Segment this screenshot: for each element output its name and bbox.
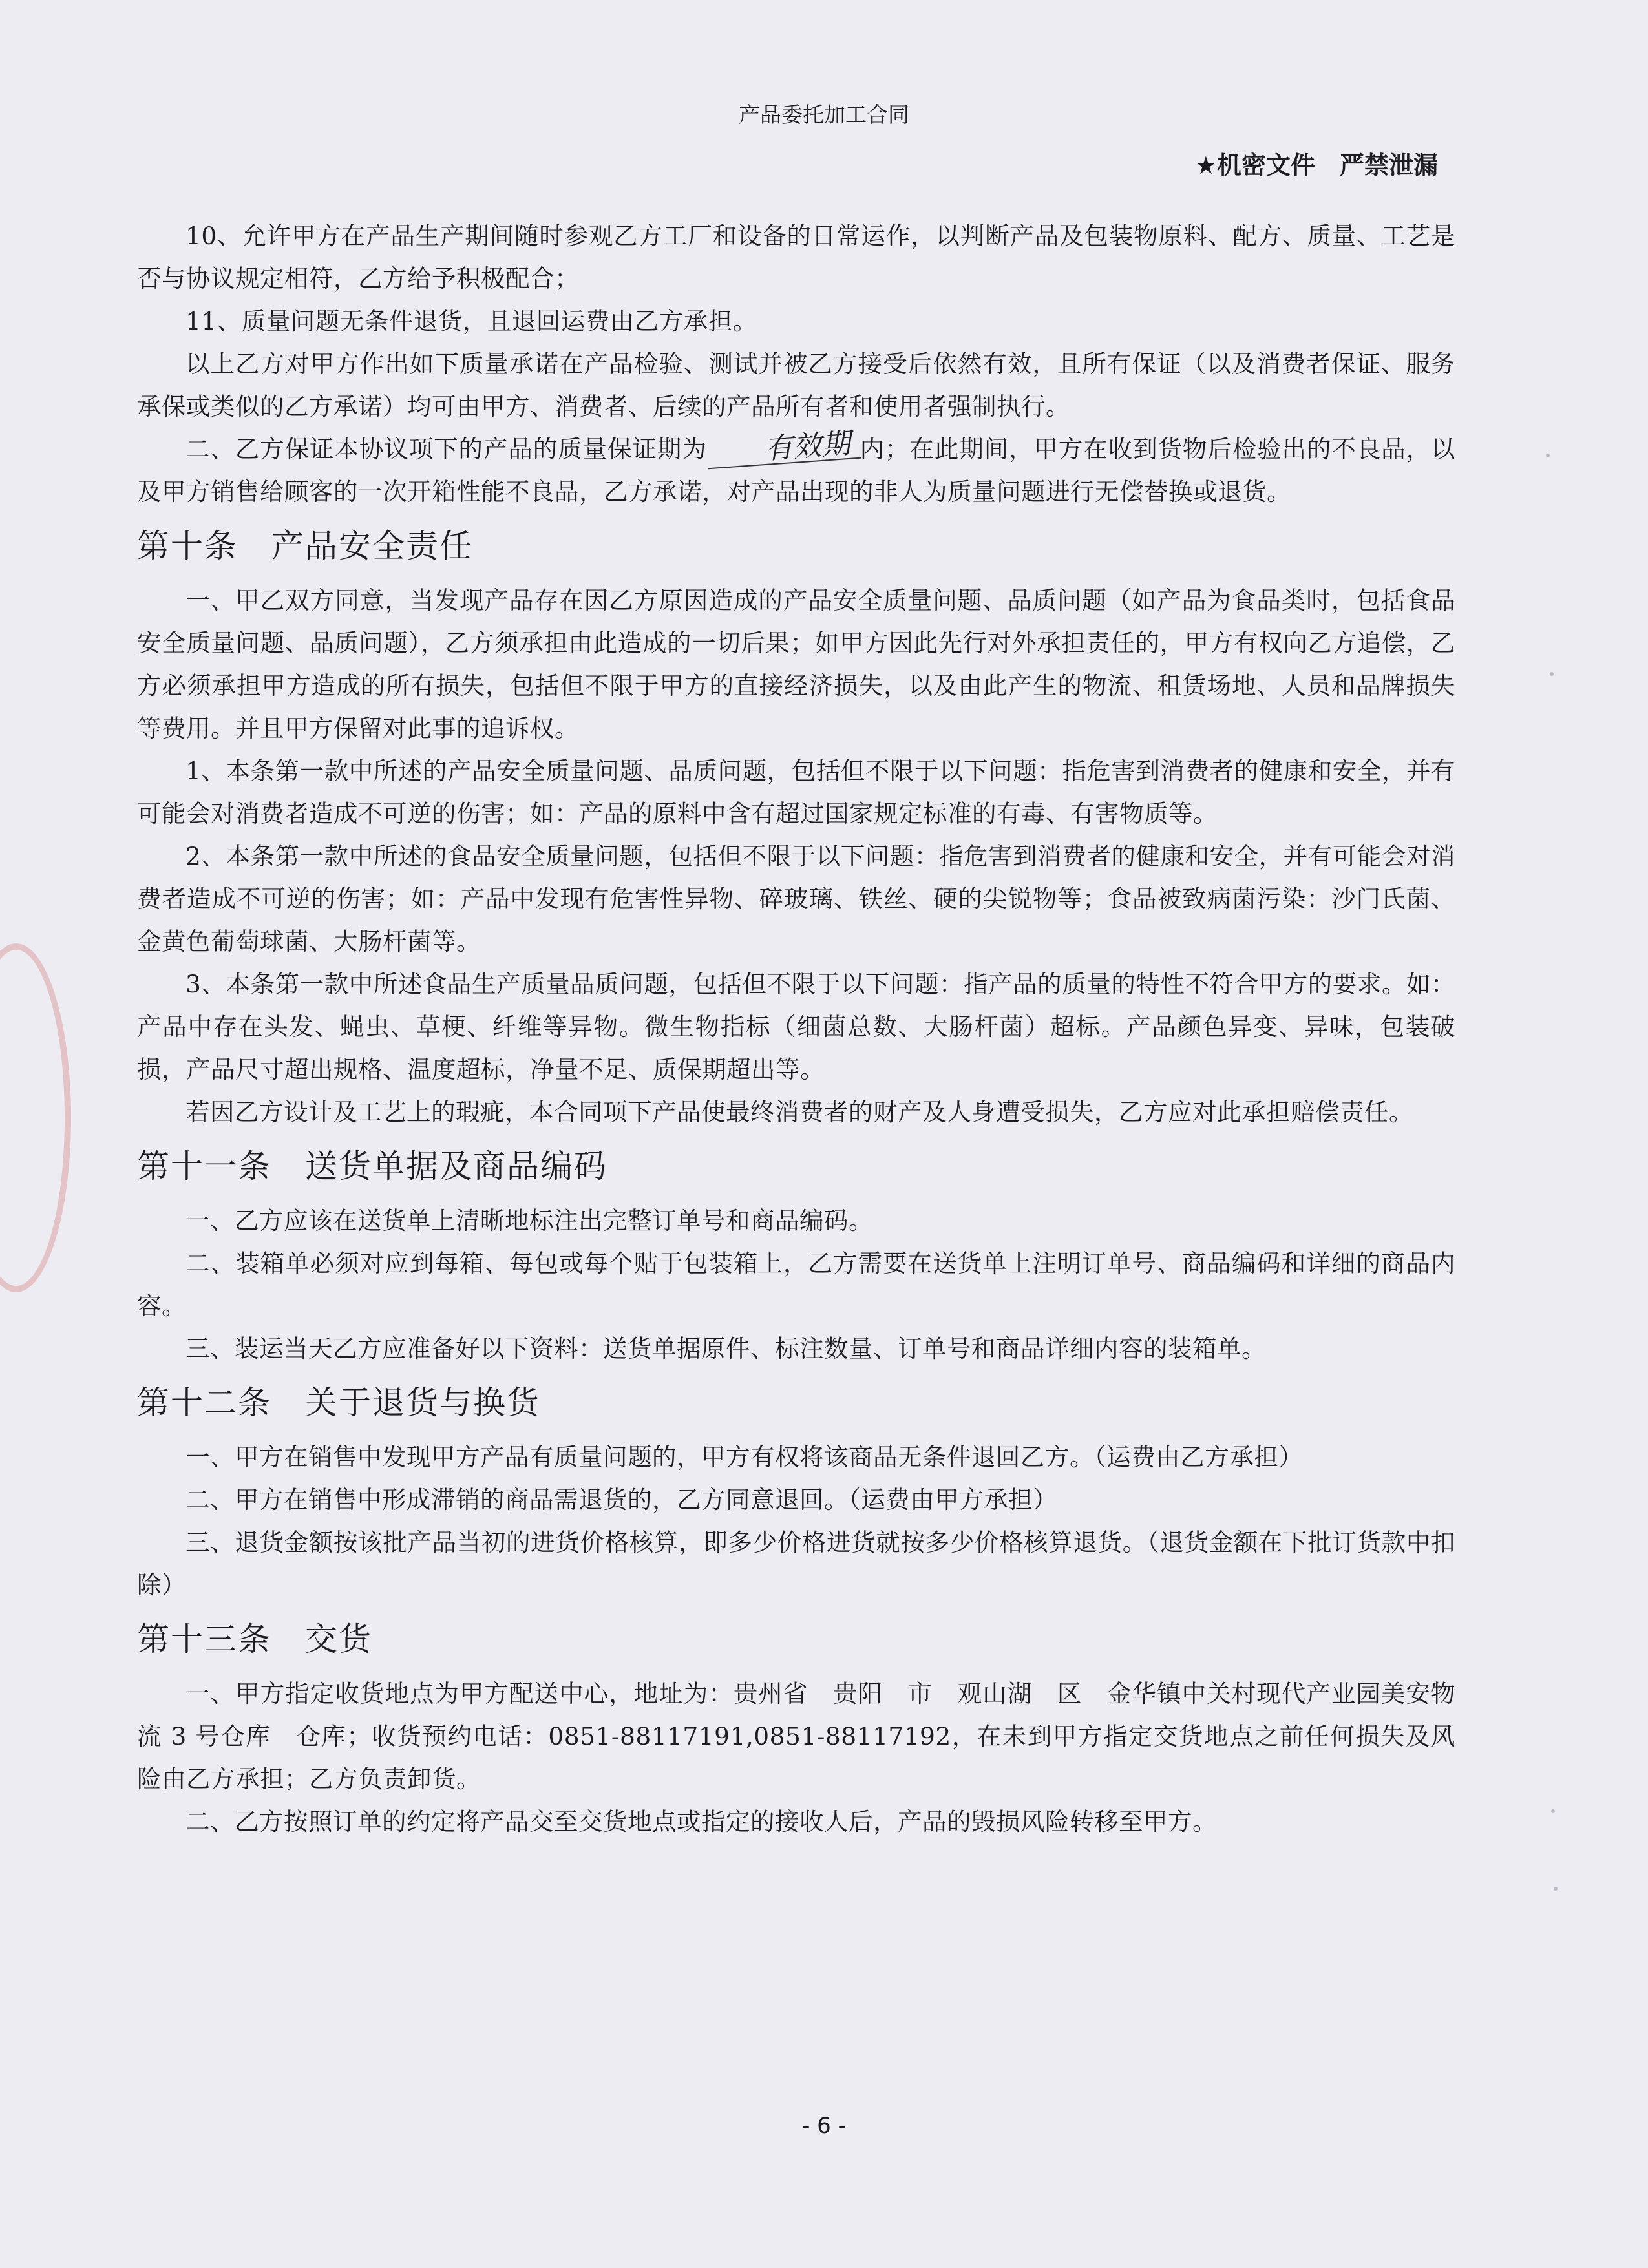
paragraph: 一、甲方在销售中发现甲方产品有质量问题的，甲方有权将该商品无条件退回乙方。（运费由乙方承担）: [185, 1443, 1304, 1471]
paragraph: 1、本条第一款中所述的产品安全质量问题、品质问题，包括但不限于以下问题：指危害到消费者的健康和安全，并有可能会对消费者造成不可逆的伤害；如：产品的原料中含有超过国家规定标准的有毒、有害物质等。: [137, 757, 1455, 828]
paragraph: 10、允许甲方在产品生产期间随时参观乙方工厂和设备的日常运作，以判断产品及包装物原料、配方、质量、工艺是否与协议规定相符，乙方给予积极配合；: [137, 222, 1455, 293]
paragraph: 以上乙方对甲方作出如下质量承诺在产品检验、测试并被乙方接受后依然有效，且所有保证（以及消费者保证、服务承保或类似的乙方承诺）均可由甲方、消费者、后续的产品所有者和使用者强制执行。: [137, 350, 1455, 421]
warranty-text-before: 二、乙方保证本协议项下的产品的质量保证期为: [185, 435, 707, 463]
paragraph: 若因乙方设计及工艺上的瑕疵，本合同项下产品使最终消费者的财产及人身遭受损失，乙方应对此承担赔偿责任。: [185, 1098, 1413, 1126]
section-title-12: 第十二条 关于退货与换货: [137, 1384, 540, 1422]
paragraph: 2、本条第一款中所述的食品安全质量问题，包括但不限于以下问题：指危害到消费者的健康和安全，并有可能会对消费者造成不可逆的伤害；如：产品中发现有危害性异物、碎玻璃、铁丝、硬的尖锐物等；食品被致病菌污染：沙门氏菌、金黄色葡萄球菌、大肠杆菌等。: [137, 842, 1455, 956]
section-title-13: 第十三条 交货: [137, 1621, 372, 1658]
paragraph: 一、甲方指定收货地点为甲方配送中心，地址为：贵州省 贵阳 市 观山湖 区 金华镇中关村现代产业园美安物流 3 号仓库 仓库；收货预约电话：0851-88117191,0851-88117192，在未到甲方指定交货地点之前任何损失及风险由乙方承担；乙方负责卸货。: [137, 1679, 1455, 1793]
paragraph: 二、甲方在销售中形成滞销的商品需退货的，乙方同意退回。（运费由甲方承担）: [185, 1486, 1058, 1514]
handwritten-warranty-period: 有效期: [706, 429, 860, 469]
section-title-11: 第十一条 送货单据及商品编码: [137, 1148, 607, 1185]
page-number: - 6 -: [802, 2113, 846, 2139]
red-stamp-mark: [0, 943, 71, 1292]
paragraph: 一、乙方应该在送货单上清晰地标注出完整订单号和商品编码。: [185, 1206, 873, 1235]
paragraph: 3、本条第一款中所述食品生产质量品质问题，包括但不限于以下问题：指产品的质量的特性不符合甲方的要求。如：产品中存在头发、蝇虫、草梗、纤维等异物。微生物指标（细菌总数、大肠杆菌）超标。产品颜色异变、异味，包装破损，产品尺寸超出规格、温度超标，净量不足、质保期超出等。: [137, 970, 1455, 1084]
scan-dot: [1546, 454, 1550, 457]
paragraph: 三、退货金额按该批产品当初的进货价格核算，即多少价格进货就按多少价格核算退货。（退货金额在下批订货款中扣除）: [137, 1528, 1455, 1599]
scan-dot: [1550, 672, 1554, 676]
confidential-label: ★机密文件 严禁泄漏: [1194, 151, 1438, 180]
paragraph: 二、装箱单必须对应到每箱、每包或每个贴于包装箱上，乙方需要在送货单上注明订单号、商品编码和详细的商品内容。: [137, 1249, 1455, 1320]
document-body: [137, 215, 1455, 1843]
paragraph: 一、甲乙双方同意，当发现产品存在因乙方原因造成的产品安全质量问题、品质问题（如产品为食品类时，包括食品安全质量问题、品质问题），乙方须承担由此造成的一切后果；如甲方因此先行对外承担责任的，甲方有权向乙方追偿，乙方必须承担甲方造成的所有损失，包括但不限于甲方的直接经济损失，以及由此产生的物流、租赁场地、人员和品牌损失等费用。并且甲方保留对此事的追诉权。: [137, 586, 1455, 742]
paragraph: 二、乙方按照订单的约定将产品交至交货地点或指定的接收人后，产品的毁损风险转移至甲方。: [185, 1807, 1217, 1836]
scan-dot: [1551, 1809, 1555, 1813]
paragraph: 11、质量问题无条件退货，且退回运费由乙方承担。: [185, 307, 757, 335]
paragraph-warranty: [137, 428, 1455, 513]
section-title-10: 第十条 产品安全责任: [137, 527, 473, 565]
header-title: 产品委托加工合同: [739, 102, 909, 127]
warranty-text-after: 内；在此期间，甲方在收到货物后检验出的不良品，以及甲方销售给顾客的一次开箱性能不良品，乙方承诺，对产品出现的非人为质量问题进行无偿替换或退货。: [137, 435, 1456, 506]
paragraph: 三、装运当天乙方应准备好以下资料：送货单据原件、标注数量、订单号和商品详细内容的装箱单。: [185, 1334, 1266, 1363]
scan-dot: [1554, 1887, 1558, 1891]
